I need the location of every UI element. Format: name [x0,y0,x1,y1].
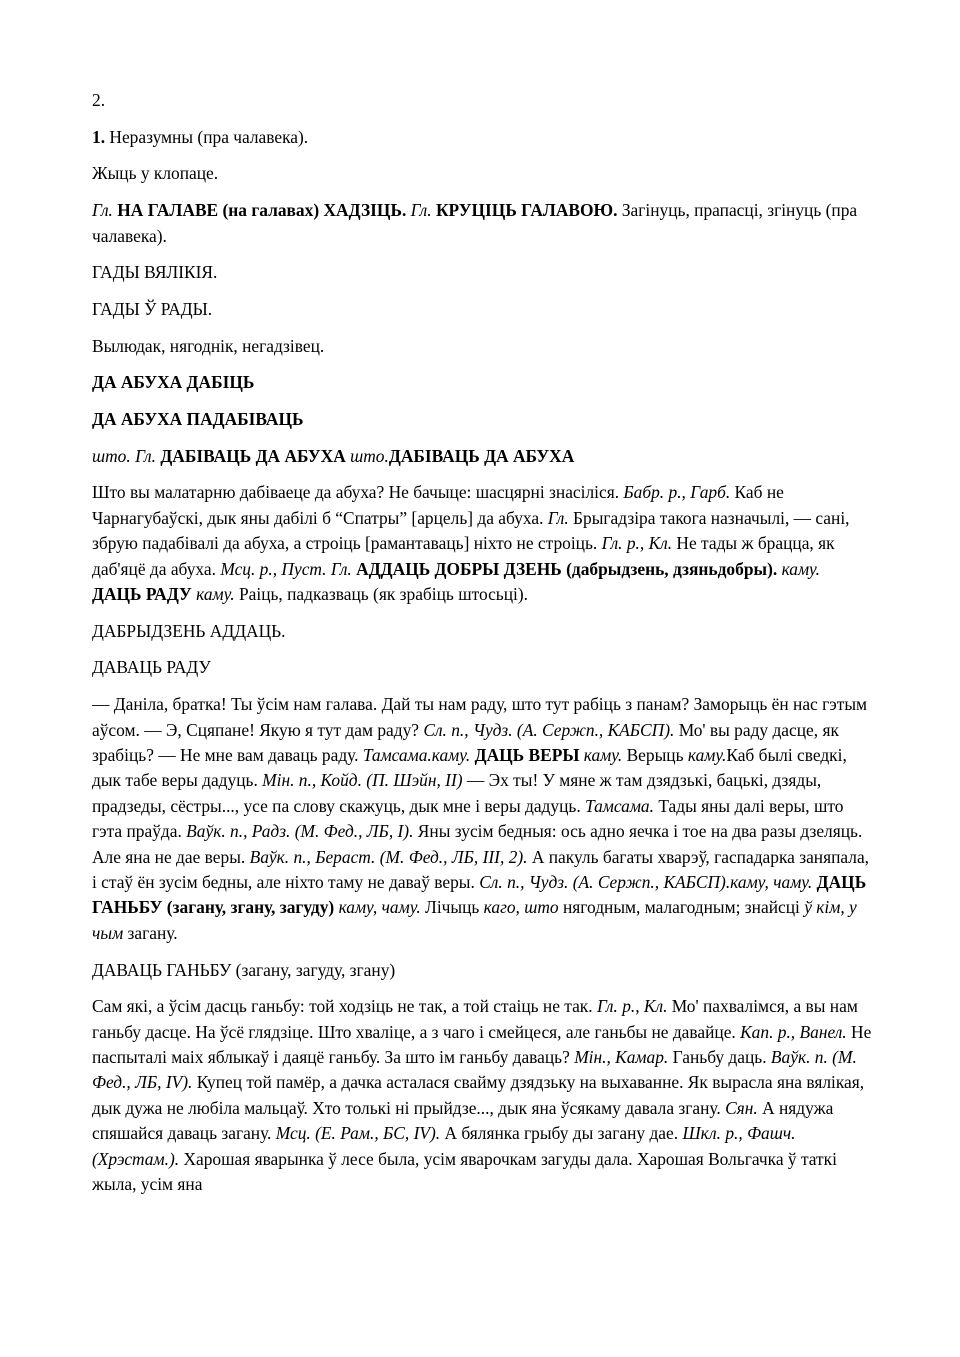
bold-run: ДАБІВАЦЬ ДА АБУХА [388,445,575,466]
bold-run: КРУЦІЦЬ ГАЛАВОЮ. [435,200,618,221]
text-run: ГАДЫ ВЯЛІКІЯ. [92,262,218,283]
text-run: загану. [123,922,178,943]
examples-paragraph [92,994,872,1197]
italic-run: Гл. р., Кл. [596,996,668,1017]
text-run: ДАВАЦЬ РАДУ [92,657,211,678]
italic-run: Сл. п., Чудз. (А. Сержп., КАБСП). [423,719,675,740]
text-run: ДАВАЦЬ ГАНЬБУ (загану, загуду, згану) [92,959,396,980]
text-run: — Даніла, братка! Ты ўсім нам галава. Дай ты нам раду, што тут рабіць з панам? Заморыць ён нас гэтым аўсом. — Э, Сцяпане! Якую я тут дам раду? [92,694,868,740]
bold-run: ДА АБУХА ПАДАБІВАЦЬ [92,409,304,430]
text-run: Вылюдак, нягоднік, негадзівец. [92,335,325,356]
text-run: Ганьбу даць. [668,1047,771,1068]
text-run: А пакуль багаты хварэў, гаспадарка заняпала, і стаў ён зусім бедны, але ніхто таму не даваў веры. [92,846,870,893]
idiom-heading [92,655,872,680]
text-run: Мо' пахвалімся, а вы нам ганьбу дасце. На ўсё глядзіце. Што хваліце, а з чаго і смейцеся, але ганьбы не давайце. [92,996,858,1042]
italic-run: Тамсама.каму. [362,744,471,765]
bold-run: ДА АБУХА ДАБІЦЬ [92,372,255,393]
text-run: Раіць, падказваць (як зрабіць штосьці). [234,584,529,605]
idiom-heading [92,370,872,395]
italic-run: ў кім, у чым [92,897,857,943]
paragraph [92,161,872,186]
text-run: нягодным, малагодным; знайсці [558,897,805,918]
italic-run: Тамсама. [585,795,654,816]
italic-run: каму. [781,558,821,579]
text-run: Каб былі сведкі, дык табе веры дадуць. [92,744,847,791]
bold-run: ДАЦЬ ВЕРЫ [474,744,580,765]
text-run: А нядужа спяшайся даваць загану. [92,1097,834,1144]
text-run: 2. [92,90,106,110]
italic-run: каму, чаму. [338,897,421,918]
text-run: Не тады ж брацца, як даб'яцё да абуха. [92,533,835,579]
sense-heading [92,125,872,150]
examples-paragraph [92,480,872,607]
italic-run: Сл. п., Чудз. (А. Сержп., КАБСП).каму, чаму. [479,872,813,893]
italic-run: Кап. р., Ванел. [740,1021,847,1042]
text-run: Што вы малатарню дабіваеце да абуха? Не бачыце: шасцярні знасіліся. [92,482,624,503]
bold-run: ДАБІВАЦЬ ДА АБУХА [160,445,346,466]
text-run: ГАДЫ Ў РАДЫ. [92,298,213,319]
text-run: Сам які, а ўсім дасць ганьбу: той ходзіць не так, а той стаіць не так. [92,996,597,1017]
bold-run: 1. [92,126,106,147]
paragraph [92,88,872,113]
idiom-heading [92,619,872,644]
italic-run: Ваўк. п., Бераст. (М. Фед., ЛБ, III, 2). [249,846,528,867]
text-run: Брыгадзіра такога назначылі, — сані, збрую падабівалі да абуха, а строіць [рамантаваць] ніхто не строіць. [92,507,850,554]
italic-run: Гл. [547,507,569,528]
text-run: Харошая яварынка ў лесе была, усім яварочкам загуды дала. Харошая Вольгачка ў таткі жыла, усім яна [92,1148,837,1195]
bold-run: АДДАЦЬ ДОБРЫ ДЗЕНЬ (дабрыдзень, дзяньдобры). [356,558,778,579]
idiom-heading [92,958,872,983]
text-run: Жыць у клопаце. [92,163,219,184]
cross-reference-paragraph [92,198,872,249]
text-run: Загінуць, прапасці, згінуць (пра чалавека). [92,200,858,246]
text-run: Каб не Чарнагубаўскі, дык яны дабілі б “Спатры” [арцель] да абуха. [92,482,784,528]
italic-run: Ваўк. п., Радз. (М. Фед., ЛБ, І). [186,821,414,842]
text-run: Яны зусім бедныя: ось адно яечка і тое на два разы дзеляць. Але яна не дае веры. [92,821,863,867]
italic-run: што. Гл. [92,445,156,466]
text-run: Не паспыталі маіх яблыкаў і даяцё ганьбу. За што ім ганьбу даваць? [92,1021,872,1068]
italic-run: Мін., Камар. [574,1047,669,1068]
document-page [92,88,872,1209]
text-run: А бялянка грыбу ды загану дае. [440,1123,683,1144]
text-run: ДАБРЫДЗЕНЬ АДДАЦЬ. [92,620,286,641]
examples-paragraph [92,692,872,946]
italic-run: каго, што [483,897,559,918]
text-run: Тады яны далі веры, што гэта праўда. [92,795,844,842]
italic-run: каму. [583,744,623,765]
italic-run: Мсц. (Е. Рам., БС, IV). [275,1123,441,1144]
text-run: Неразумны (пра чалавека). [105,126,309,147]
text-run: Мо' вы раду дасце, як зрабіць? — Не мне вам даваць раду. [92,719,839,765]
italic-run: Сян. [725,1097,758,1118]
italic-run: каму. [687,744,727,765]
text-run: Купец той памёр, а дачка асталася свайму дзядзьку на выхаванне. Як вырасла яна вялікая, дык дужа не любіла мальцаў. Хто толькі ні прыйдзе..., дык яна ўсякаму давала згану. [92,1072,865,1118]
italic-run: Гл. [92,200,113,221]
italic-run: Гл. [410,200,432,221]
italic-run: Мін. п., Койд. (П. Шэйн, II) [262,770,463,791]
italic-run: Гл. р., Кл. [601,533,673,554]
italic-run: Ваўк. п. (М. Фед., ЛБ, IV). [92,1047,857,1093]
definition [92,334,872,359]
italic-run: што. [350,445,389,466]
idiom-heading [92,297,872,322]
italic-run: Мсц. р., Пуст. Гл. [220,558,352,579]
text-run: Верыць [622,744,688,765]
cross-reference-paragraph [92,444,872,469]
bold-run: ДАЦЬ РАДУ [92,584,192,605]
text-run: — Эх ты! У мяне ж там дзядзькі, бацькі, дзяды, прадзеды, сёстры..., усе па слову скажуць, дык мне і веры дадуць. [92,770,822,816]
italic-run: Шкл. р., Фашч. (Хрэстам.). [92,1123,796,1169]
idiom-heading [92,260,872,285]
italic-run: Бабр. р., Гарб. [623,482,731,503]
idiom-heading [92,407,872,432]
bold-run: НА ГАЛАВЕ (на галавах) ХАДЗІЦЬ. [117,200,407,221]
text-run: Лічыць [420,897,484,918]
bold-run: ДАЦЬ ГАНЬБУ (загану, згану, загуду) [92,872,867,918]
italic-run: каму. [196,584,235,605]
